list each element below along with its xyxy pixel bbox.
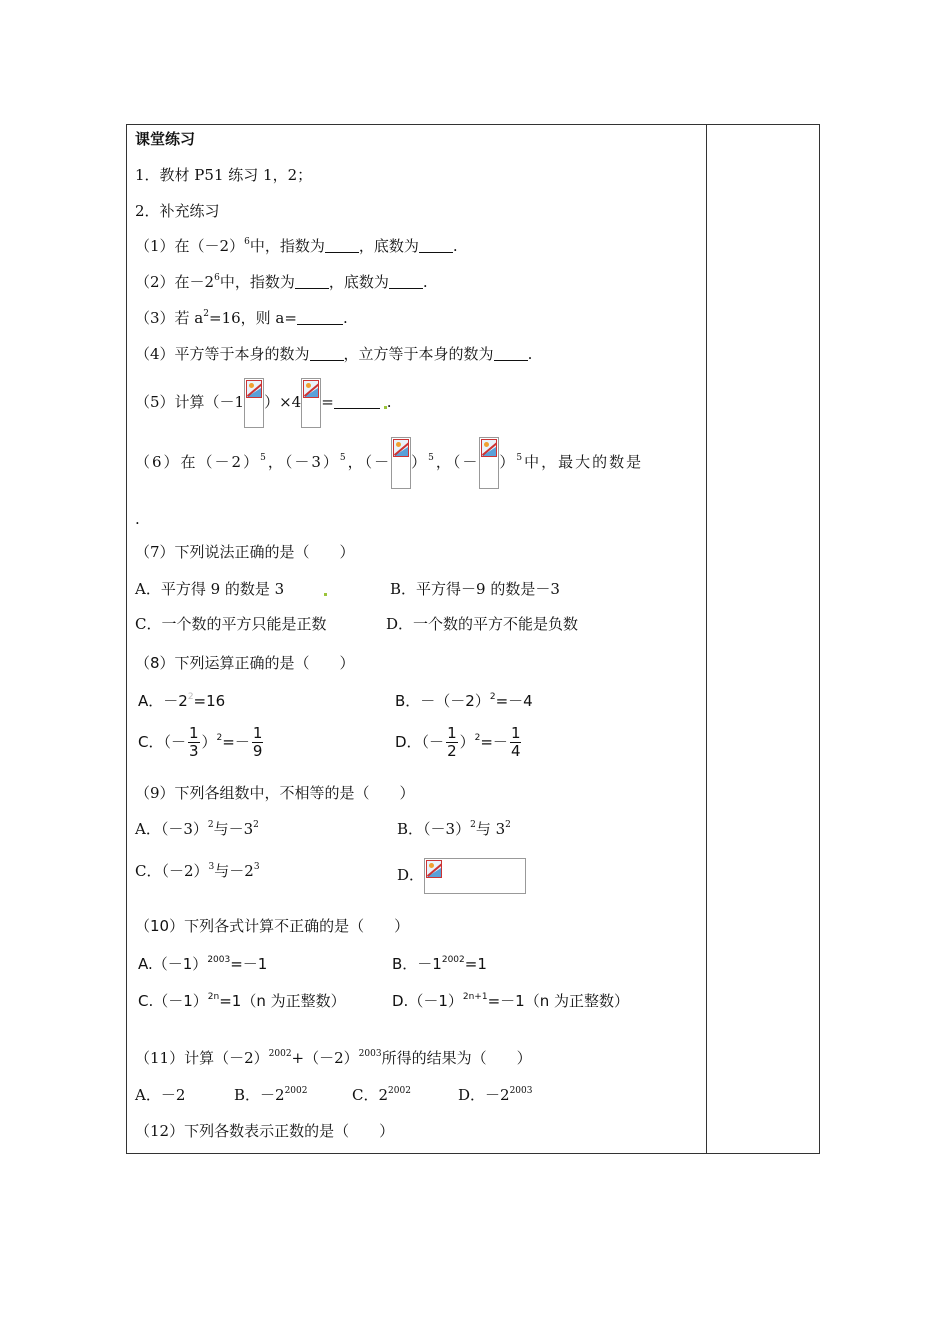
problem-9-option-c: C．$(-2)^3$与$-2^3$	[135, 862, 260, 880]
problem-11-stem: （11）计算$(-2)^{2002}+(-2)^{2003}$所得的结果为（ ）	[135, 1049, 532, 1067]
problem-8-option-c: C．（－ $\frac{1}{3}$ ）$^2$=－ $\frac{1}{9}$	[138, 724, 263, 760]
table-column-divider	[706, 124, 707, 1154]
problem-5: （5）计算（－1 ）×4 = .	[135, 378, 392, 428]
broken-image-icon	[244, 378, 264, 428]
problem-8-option-b: B．$-(-2)^2=-4$	[395, 692, 533, 710]
answer-blank[interactable]	[295, 274, 329, 289]
answer-blank[interactable]	[334, 394, 380, 409]
problem-6-tail: .	[135, 510, 140, 528]
problem-8-stem: （8）下列运算正确的是（ ）	[135, 654, 355, 672]
answer-blank[interactable]	[325, 238, 359, 253]
problem-9-stem: （9）下列各组数中，不相等的是（ ）	[135, 784, 415, 802]
problem-11-option-d: D．$-2^{2003}$	[458, 1086, 533, 1104]
problem-10-option-a: $A.(-1)^{2003}=-1$	[138, 955, 268, 973]
problem-7-option-c: C．一个数的平方只能是正数	[135, 615, 327, 633]
problem-10-option-d: $D.(-1)^{2n+1}=-1(n$ 为正整数）	[392, 992, 629, 1010]
section-title: 课堂练习	[135, 130, 196, 148]
answer-blank[interactable]	[297, 310, 343, 325]
fraction: $\frac{1}{2}$	[447, 724, 457, 760]
problem-11-option-c: C．$2^{2002}$	[352, 1086, 411, 1104]
marker-dot	[324, 593, 327, 596]
answer-blank[interactable]	[389, 274, 423, 289]
question-1: 1．教材 P51 练习 1，2；	[135, 166, 313, 184]
problem-12-stem: （12）下列各数表示正数的是（ ）	[135, 1122, 395, 1140]
problem-10-stem: （10）下列各式计算不正确的是（ ）	[135, 917, 410, 935]
fraction: $\frac{1}{3}$	[188, 724, 199, 760]
problem-8-option-a: A．$-2^2=16$	[138, 692, 226, 710]
problem-7-stem: （7）下列说法正确的是（ ）	[135, 543, 355, 561]
problem-9-option-b: B．$(-3)^2$与 $3^2$	[397, 820, 511, 838]
problem-3: （3）若 $a^2=16$，则 a= .	[135, 309, 348, 327]
problem-7-option-b: B．平方得－9 的数是－3	[390, 580, 560, 598]
broken-image-icon	[424, 858, 526, 894]
answer-blank[interactable]	[310, 346, 344, 361]
fraction: $\frac{1}{4}$	[510, 724, 521, 760]
broken-image-icon	[391, 437, 411, 489]
problem-10-option-b: B．$-1^{2002}=1$	[392, 955, 487, 973]
answer-blank[interactable]	[419, 238, 453, 253]
problem-6: （6）在$(-2)^5$，$(-3)^5$，（－ ）$^5$，（－ ）$^5$中，最大的数是	[135, 437, 643, 489]
problem-9-option-d: D．	[397, 858, 526, 894]
question-2: 2．补充练习	[135, 202, 220, 220]
broken-image-icon	[479, 437, 499, 489]
problem-7-option-a: A．平方得 9 的数是 3	[135, 580, 327, 598]
broken-image-icon	[301, 378, 321, 428]
problem-9-option-a: A．$(-3)^2$与$-3^2$	[135, 820, 259, 838]
problem-1: （1）在$(-2)^6$中，指数为 ，底数为 .	[135, 237, 458, 255]
problem-8-option-d: D．（－ $\frac{1}{2}$ ）$^2$=－ $\frac{1}{4}$	[395, 724, 521, 760]
problem-10-option-c: $C.(-1)^{2n}=1(n$ 为正整数）	[138, 992, 346, 1010]
problem-11-option-a: A．－2	[135, 1086, 186, 1104]
fraction: $\frac{1}{9}$	[252, 724, 263, 760]
problem-4: （4）平方等于本身的数为 ，立方等于本身的数为 .	[135, 345, 533, 363]
answer-blank[interactable]	[494, 346, 528, 361]
problem-2: （2）在$-2^6$中，指数为 ，底数为 .	[135, 273, 428, 291]
problem-7-option-d: D．一个数的平方不能是负数	[386, 615, 579, 633]
problem-11-option-b: B．$-2^{2002}$	[234, 1086, 308, 1104]
